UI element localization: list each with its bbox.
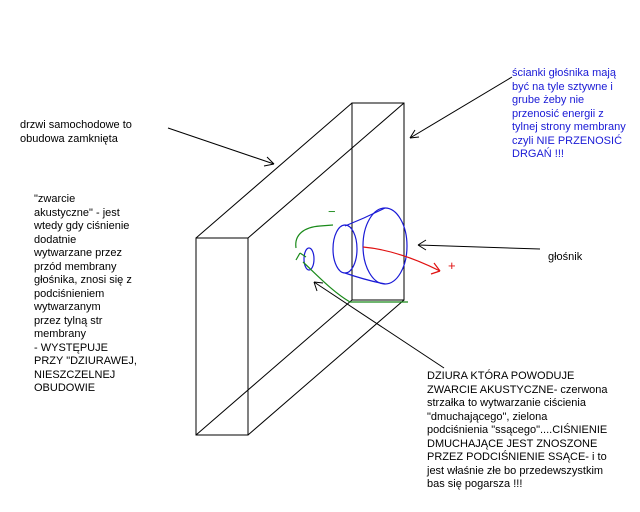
door-back-face — [352, 103, 404, 300]
speaker-cone-middle — [333, 225, 357, 273]
hole-ellipse — [304, 248, 314, 270]
speaker-cone-outer — [363, 208, 407, 284]
hole-description-label: DZIURA KTÓRA POWODUJE ZWARCIE AKUSTYCZNE- czerwona strzałka to wytwarzanie ciścienia "dmuchającego", zielona podciśnienia "ssącego"....CIŚNIENIE DMUCHAJĄCE JEST ZNOSZONE PRZEZ PODCIŚNIENIE SSĄCE- i to jest właśnie złe bo przedewszystkim bas się pogarsza !!! — [427, 370, 608, 490]
arrow-speaker-line — [418, 245, 540, 249]
minus-sign: − — [328, 204, 336, 219]
green-path-top — [296, 225, 333, 248]
car-door-label: drzwi samochodowe to obudowa zamknięta — [20, 119, 132, 145]
door-edge-bottom-left — [196, 300, 352, 435]
door-front-face — [196, 238, 248, 435]
acoustic-short-circuit-label: "zwarcie akustyczne" - jest wtedy gdy ciśnienie dodatnie wytwarzane przez przód membrany głośnika, znosi się z podciśnieniem wytwarzanym przez tylną str membrany - WYSTĘPUJE PRZY "DZIURAWEJ, NIESZCZELNEJ OBUDOWIE — [34, 193, 137, 394]
arrow-walls-line — [410, 77, 512, 138]
door-enclosure — [196, 103, 404, 435]
door-edge-top-right — [248, 103, 404, 238]
red-path — [363, 247, 440, 271]
door-edge-bottom-right — [248, 300, 404, 435]
speaker-walls-label: ścianki głośnika mają być na tyle sztywne i grube żeby nie przenosić energii z tylnej strony membrany czyli NIE PRZENOSIĆ DRGAŃ !!! — [512, 67, 626, 160]
speaker-label: głośnik — [548, 251, 583, 263]
speaker-drawing — [304, 208, 407, 284]
arrow-door-line — [168, 128, 274, 164]
speaker-cone-top-line — [345, 208, 385, 226]
plus-sign: + — [448, 258, 456, 273]
arrow-hole-line — [314, 282, 444, 368]
speaker-cone-bottom-line — [345, 273, 385, 284]
